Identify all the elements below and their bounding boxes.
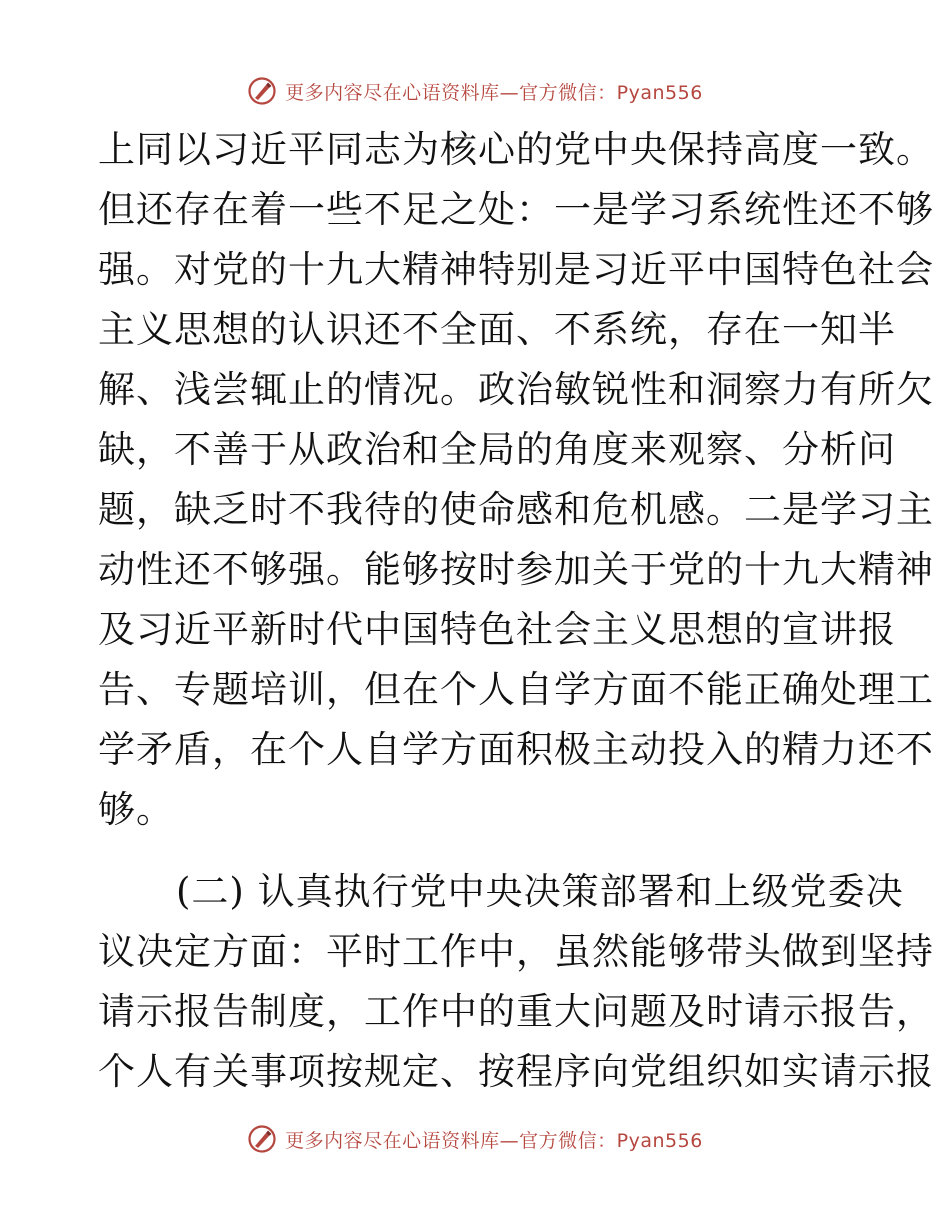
text-line: 请示报告制度，工作中的重大问题及时请示报告， <box>98 990 934 1033</box>
header-watermark <box>0 74 950 108</box>
text-line: 个人有关事项按规定、按程序向党组织如实请示报 <box>98 1050 934 1093</box>
pen-logo-icon <box>247 1124 277 1154</box>
text-line: 但还存在着一些不足之处：一是学习系统性还不够 <box>98 188 934 231</box>
text-line: 上同以习近平同志为核心的党中央保持高度一致。 <box>98 128 934 171</box>
watermark-text: 更多内容尽在心语资料库—官方微信：Pyan556 <box>285 81 703 104</box>
text-line: 告、专题培训，但在个人自学方面不能正确处理工 <box>98 668 934 711</box>
paragraph-1 <box>98 120 934 840</box>
text-line: 及习近平新时代中国特色社会主义思想的宣讲报 <box>98 608 896 651</box>
document-body <box>98 120 934 1102</box>
footer-watermark <box>0 1122 950 1156</box>
text-line: 题，缺乏时不我待的使命感和危机感。二是学习主 <box>98 488 934 531</box>
text-line: (二) 认真执行党中央决策部署和上级党委决 <box>176 870 904 913</box>
text-line: 解、浅尝辄止的情况。政治敏锐性和洞察力有所欠 <box>98 368 934 411</box>
text-line: 够。 <box>98 788 174 831</box>
text-line: 议决定方面：平时工作中，虽然能够带头做到坚持 <box>98 930 934 973</box>
text-line: 强。对党的十九大精神特别是习近平中国特色社会 <box>98 248 934 291</box>
text-line: 主义思想的认识还不全面、不系统，存在一知半 <box>98 308 896 351</box>
text-line: 动性还不够强。能够按时参加关于党的十九大精神 <box>98 548 934 591</box>
pen-logo-icon <box>247 76 277 106</box>
watermark-text: 更多内容尽在心语资料库—官方微信：Pyan556 <box>285 1129 703 1152</box>
text-line: 缺，不善于从政治和全局的角度来观察、分析问 <box>98 428 896 471</box>
text-line: 学矛盾，在个人自学方面积极主动投入的精力还不 <box>98 728 934 771</box>
paragraph-2 <box>98 862 934 1102</box>
